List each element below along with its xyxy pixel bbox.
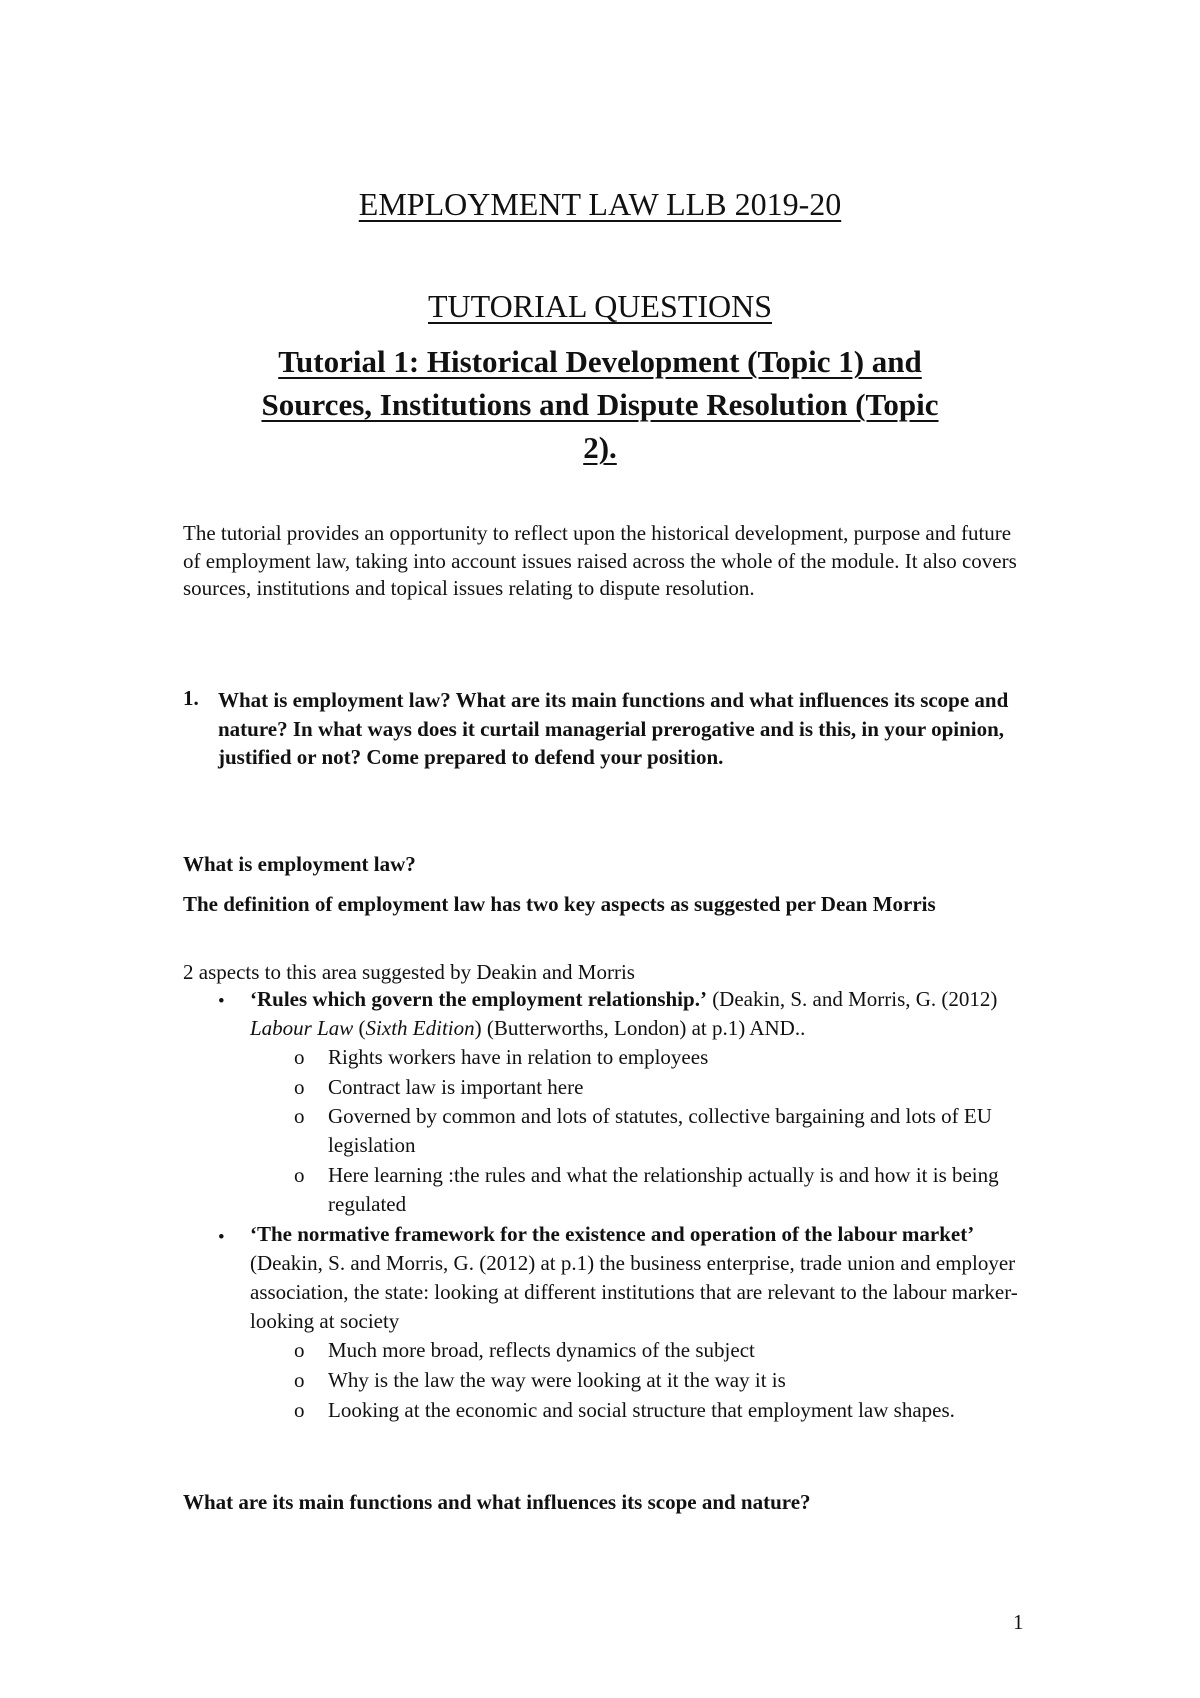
sub-bullet-marker: o (294, 1163, 305, 1187)
subheading-main-functions: What are its main functions and what influences its scope and nature? (183, 1490, 811, 1514)
sub-bullet-item: Contract law is important here (328, 1075, 584, 1099)
question-number: 1. (183, 686, 199, 710)
bullet-marker: • (218, 1227, 225, 1248)
citation-part: (Deakin, S. and Morris, G. (2012) (706, 987, 998, 1011)
subheading-what-is-employment-law: What is employment law? (183, 852, 416, 876)
bullet-rules-employment-relationship (250, 985, 1040, 1043)
bullet-marker: • (218, 991, 225, 1012)
sub-bullet-item: Rights workers have in relation to employees (328, 1045, 709, 1069)
sub-bullet-marker: o (294, 1045, 305, 1069)
section-title: TUTORIAL QUESTIONS (428, 288, 772, 324)
citation-part: (Deakin, S. and Morris, G. (2012) at p.1) the business enterprise, trade union and employer association, the state: looking at different institutions that are relevant to the labour marker- looking at society (250, 1251, 1018, 1333)
tutorial-heading-line-3: 2). (583, 430, 617, 465)
bullet-quote: ‘Rules which govern the employment relationship.’ (250, 987, 707, 1011)
subheading-definition: The definition of employment law has two key aspects as suggested per Dean Morris (183, 892, 936, 916)
sub-bullet-item: Why is the law the way were looking at it the way it is (328, 1368, 786, 1392)
sub-bullet-marker: o (294, 1368, 305, 1392)
aspects-intro: 2 aspects to this area suggested by Deakin and Morris (183, 960, 635, 984)
course-title: EMPLOYMENT LAW LLB 2019-20 (358, 186, 842, 222)
sub-bullet-item: Much more broad, reflects dynamics of the subject (328, 1338, 755, 1362)
question-text: What is employment law? What are its main functions and what influences its scope and nature? In what ways does it curtail managerial prerogative and is this, in your opinion, justified or not? Come prepared to defend your position. (218, 688, 1009, 769)
sub-bullet-marker: o (294, 1338, 305, 1362)
page-number: 1 (1013, 1610, 1024, 1634)
citation-part: ) (Butterworths, London) at p.1) AND.. (474, 1016, 806, 1040)
book-title: Labour Law (250, 1016, 354, 1040)
intro-paragraph: The tutorial provides an opportunity to reflect upon the historical development, purpose and future of employment law, taking into account issues raised across the whole of the module. It also covers sources, institutions and topical issues relating to dispute resolution. (183, 521, 1017, 600)
sub-bullet-item: Governed by common and lots of statutes, collective bargaining and lots of EU legislation (328, 1104, 992, 1157)
tutorial-heading-line-1: Tutorial 1: Historical Development (Topic 1) and (278, 344, 922, 379)
sub-bullet-item: Here learning :the rules and what the relationship actually is and how it is being regulated (328, 1163, 999, 1216)
bullet-normative-framework (250, 1220, 1040, 1336)
tutorial-heading-line-2: Sources, Institutions and Dispute Resolution (Topic (261, 387, 939, 422)
bullet-quote: ‘The normative framework for the existence and operation of the labour market’ (250, 1222, 975, 1246)
sub-bullet-marker: o (294, 1104, 305, 1128)
sub-bullet-item: Looking at the economic and social structure that employment law shapes. (328, 1398, 955, 1422)
citation-part: ( (353, 1016, 366, 1040)
sub-bullet-marker: o (294, 1398, 305, 1422)
sub-bullet-marker: o (294, 1075, 305, 1099)
book-edition: Sixth Edition (365, 1016, 475, 1040)
